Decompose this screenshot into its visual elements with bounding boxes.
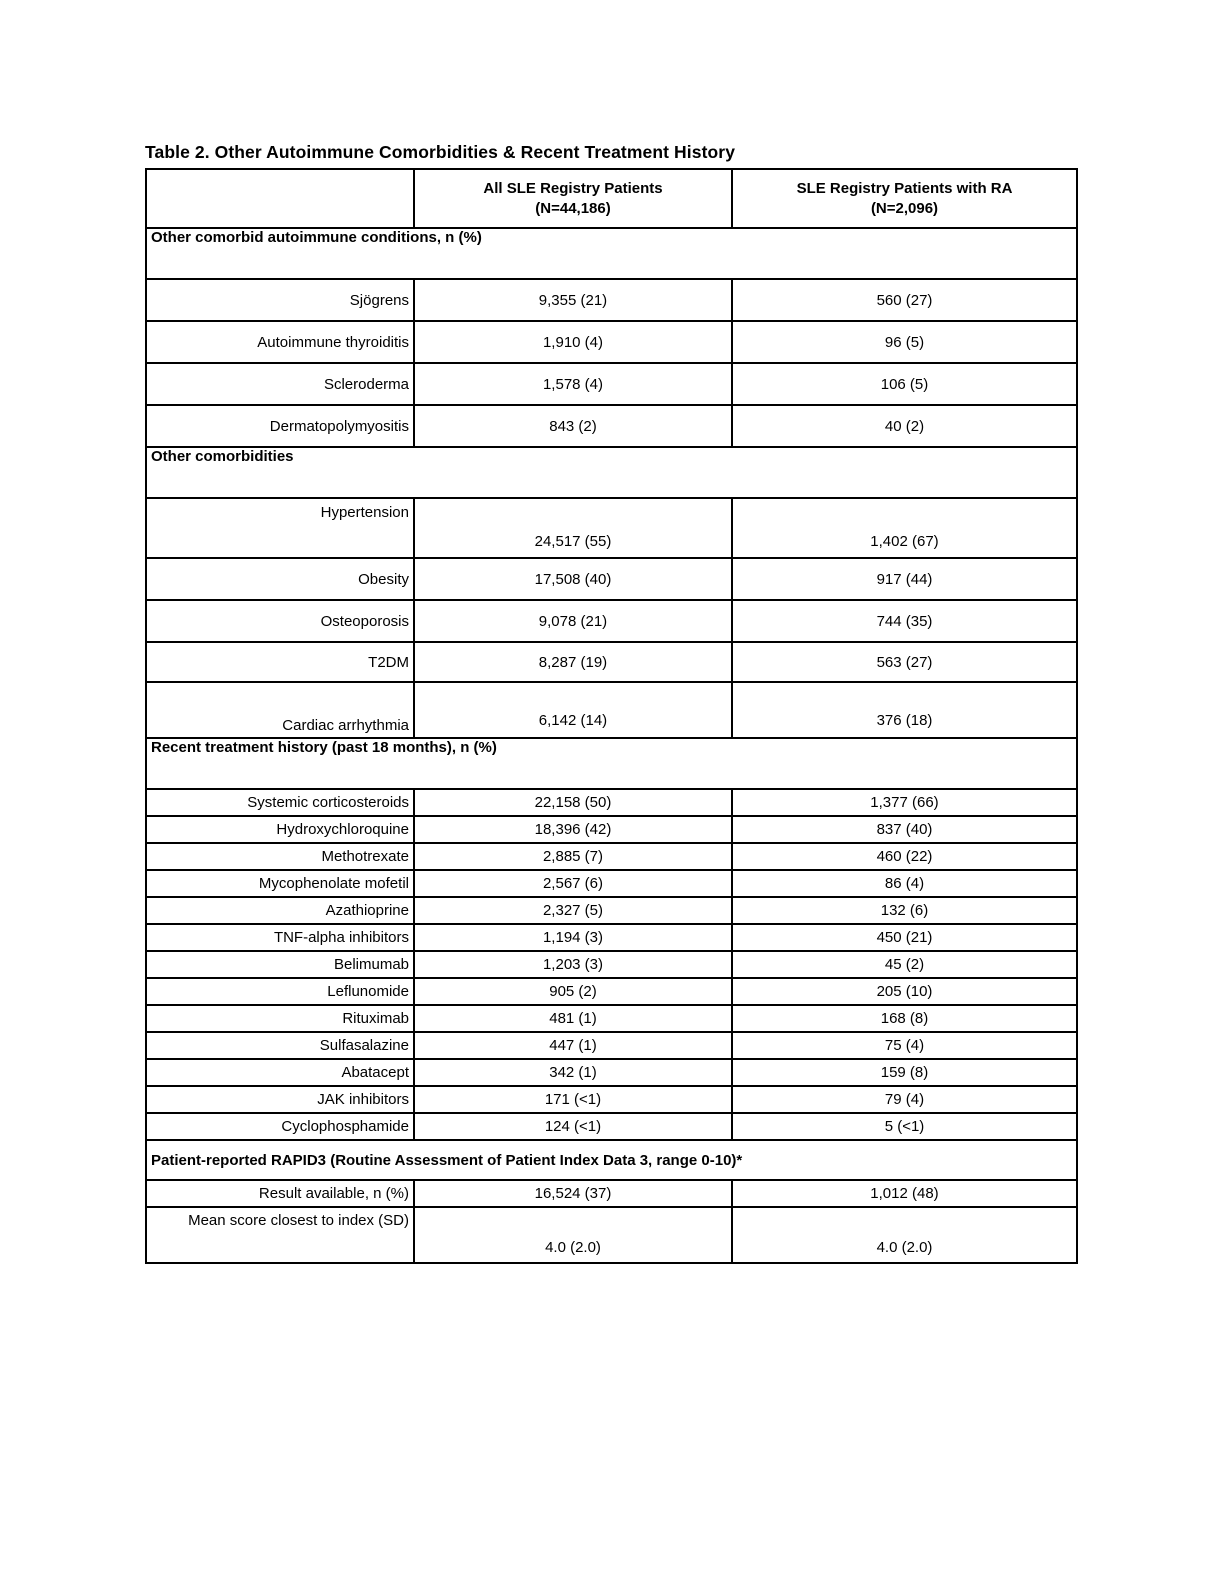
value-ra-patients: 106 (5) [732, 363, 1077, 405]
section-header-row [146, 228, 1077, 279]
table-row [146, 1032, 1077, 1059]
header-empty-cell [146, 169, 414, 228]
value-all-patients: 1,910 (4) [414, 321, 732, 363]
value-ra-patients: 460 (22) [732, 843, 1077, 870]
value-ra-patients: 168 (8) [732, 1005, 1077, 1032]
value-all-patients: 24,517 (55) [414, 498, 732, 558]
value-all-patients: 16,524 (37) [414, 1180, 732, 1207]
header-ra-line2: (N=2,096) [870, 199, 939, 217]
value-all-patients: 1,203 (3) [414, 951, 732, 978]
value-ra-patients: 837 (40) [732, 816, 1077, 843]
table-row [146, 843, 1077, 870]
row-label: Belimumab [146, 951, 414, 978]
value-ra-patients: 1,402 (67) [732, 498, 1077, 558]
row-label: Result available, n (%) [146, 1180, 414, 1207]
row-label: Scleroderma [146, 363, 414, 405]
table-row [146, 405, 1077, 447]
value-ra-patients: 40 (2) [732, 405, 1077, 447]
header-all-patients [414, 169, 732, 228]
row-label: Autoimmune thyroiditis [146, 321, 414, 363]
table-row [146, 321, 1077, 363]
page-title: Table 2. Other Autoimmune Comorbidities & Recent Treatment History [145, 142, 736, 162]
section-title: Other comorbid autoimmune conditions, n (%) [146, 228, 1077, 279]
section-header-row [146, 1140, 1077, 1180]
value-all-patients: 905 (2) [414, 978, 732, 1005]
value-all-patients: 843 (2) [414, 405, 732, 447]
row-label: Mycophenolate mofetil [146, 870, 414, 897]
value-ra-patients: 86 (4) [732, 870, 1077, 897]
section-header-row [146, 738, 1077, 789]
value-all-patients: 124 (<1) [414, 1113, 732, 1140]
value-ra-patients: 376 (18) [732, 682, 1077, 738]
value-all-patients: 447 (1) [414, 1032, 732, 1059]
value-ra-patients: 159 (8) [732, 1059, 1077, 1086]
row-label: Cyclophosphamide [146, 1113, 414, 1140]
value-all-patients: 1,578 (4) [414, 363, 732, 405]
row-label: Hypertension [146, 498, 414, 558]
value-ra-patients: 560 (27) [732, 279, 1077, 321]
row-label: TNF-alpha inhibitors [146, 924, 414, 951]
value-ra-patients: 79 (4) [732, 1086, 1077, 1113]
value-ra-patients: 1,377 (66) [732, 789, 1077, 816]
row-label: Rituximab [146, 1005, 414, 1032]
value-all-patients: 8,287 (19) [414, 642, 732, 682]
value-ra-patients: 132 (6) [732, 897, 1077, 924]
table-row [146, 1207, 1077, 1263]
table-row [146, 558, 1077, 600]
row-label: Methotrexate [146, 843, 414, 870]
row-label: Systemic corticosteroids [146, 789, 414, 816]
value-ra-patients: 917 (44) [732, 558, 1077, 600]
value-ra-patients: 45 (2) [732, 951, 1077, 978]
header-all-line2: (N=44,186) [535, 199, 611, 217]
table-row [146, 897, 1077, 924]
row-label: Azathioprine [146, 897, 414, 924]
value-ra-patients: 744 (35) [732, 600, 1077, 642]
table-header-row [146, 169, 1077, 228]
table-row [146, 1180, 1077, 1207]
value-ra-patients: 450 (21) [732, 924, 1077, 951]
value-all-patients: 4.0 (2.0) [414, 1207, 732, 1263]
header-ra-line1: SLE Registry Patients with RA [796, 180, 1013, 197]
table-row [146, 682, 1077, 738]
table-row [146, 870, 1077, 897]
value-all-patients: 2,327 (5) [414, 897, 732, 924]
row-label: Obesity [146, 558, 414, 600]
table-row [146, 1005, 1077, 1032]
value-all-patients: 171 (<1) [414, 1086, 732, 1113]
row-label: Leflunomide [146, 978, 414, 1005]
header-all-line1: All SLE Registry Patients [483, 180, 663, 197]
value-all-patients: 6,142 (14) [414, 682, 732, 738]
section-title: Patient-reported RAPID3 (Routine Assessment of Patient Index Data 3, range 0-10)* [146, 1140, 1077, 1180]
row-label: T2DM [146, 642, 414, 682]
value-ra-patients: 5 (<1) [732, 1113, 1077, 1140]
row-label: Cardiac arrhythmia [146, 682, 414, 738]
value-all-patients: 2,885 (7) [414, 843, 732, 870]
value-all-patients: 342 (1) [414, 1059, 732, 1086]
table-row [146, 642, 1077, 682]
table-row [146, 279, 1077, 321]
row-label: JAK inhibitors [146, 1086, 414, 1113]
value-ra-patients: 205 (10) [732, 978, 1077, 1005]
value-all-patients: 481 (1) [414, 1005, 732, 1032]
value-all-patients: 17,508 (40) [414, 558, 732, 600]
table-row [146, 924, 1077, 951]
section-header-row [146, 447, 1077, 498]
table-row [146, 1059, 1077, 1086]
row-label: Dermatopolymyositis [146, 405, 414, 447]
value-all-patients: 18,396 (42) [414, 816, 732, 843]
value-ra-patients: 4.0 (2.0) [732, 1207, 1077, 1263]
value-ra-patients: 75 (4) [732, 1032, 1077, 1059]
table-row [146, 978, 1077, 1005]
value-all-patients: 22,158 (50) [414, 789, 732, 816]
table-row [146, 498, 1077, 558]
row-label: Sjögrens [146, 279, 414, 321]
value-all-patients: 1,194 (3) [414, 924, 732, 951]
table-row [146, 600, 1077, 642]
value-ra-patients: 1,012 (48) [732, 1180, 1077, 1207]
value-all-patients: 9,078 (21) [414, 600, 732, 642]
row-label: Osteoporosis [146, 600, 414, 642]
value-all-patients: 2,567 (6) [414, 870, 732, 897]
row-label: Abatacept [146, 1059, 414, 1086]
table-row [146, 1086, 1077, 1113]
table-row [146, 363, 1077, 405]
section-title: Other comorbidities [146, 447, 1077, 498]
table-row [146, 816, 1077, 843]
row-label: Mean score closest to index (SD) [146, 1207, 414, 1263]
section-title: Recent treatment history (past 18 months), n (%) [146, 738, 1077, 789]
row-label: Hydroxychloroquine [146, 816, 414, 843]
value-ra-patients: 96 (5) [732, 321, 1077, 363]
table-row [146, 1113, 1077, 1140]
row-label: Sulfasalazine [146, 1032, 414, 1059]
table-row [146, 951, 1077, 978]
document-content [145, 142, 1076, 1264]
value-all-patients: 9,355 (21) [414, 279, 732, 321]
table-row [146, 789, 1077, 816]
header-ra-patients [732, 169, 1077, 228]
comorbidities-table [145, 168, 1078, 1264]
value-ra-patients: 563 (27) [732, 642, 1077, 682]
